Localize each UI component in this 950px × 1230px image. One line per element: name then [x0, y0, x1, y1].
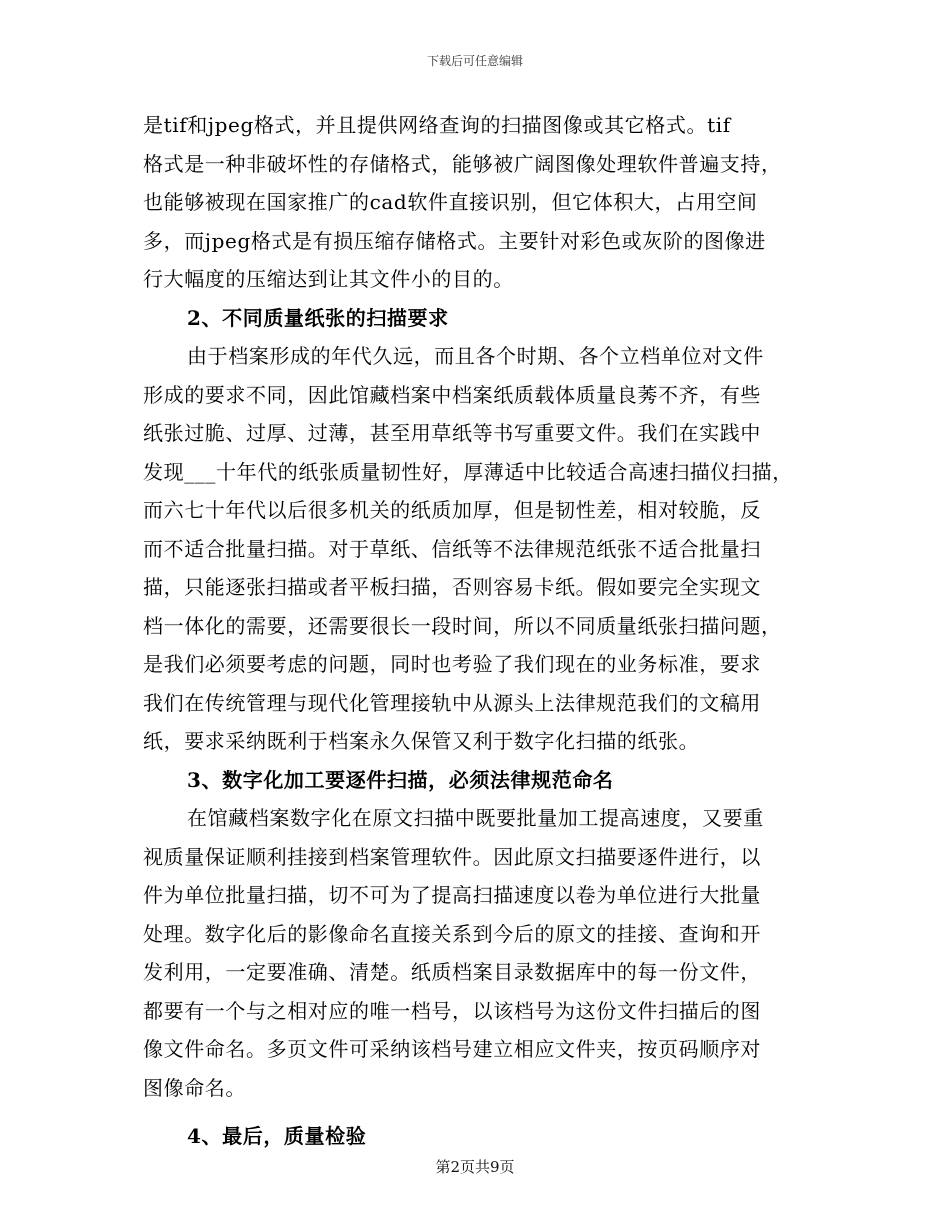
paragraph-line: 行大幅度的压缩达到让其文件小的目的。: [143, 267, 514, 291]
paragraph-line: 发利用，一定要准确、清楚。纸质档案目录数据库中的每一份文件，: [143, 960, 761, 984]
section-heading: 2、不同质量纸张的扫描要求: [187, 305, 449, 330]
paragraph-line: 档一体化的需要，还需要很长一段时间，所以不同质量纸张扫描问题，: [143, 613, 782, 638]
paragraph-line: 我们在传统管理与现代化管理接轨中从源头上法律规范我们的文稿用: [143, 690, 761, 715]
paragraph-line: 格式是一种非破坏性的存储格式，能够被广阔图像处理软件普遍支持，: [143, 151, 782, 176]
paragraph-line: 纸，要求采纳既利于档案永久保管又利于数字化扫描的纸张。: [143, 729, 700, 753]
paragraph-line: 在馆藏档案数字化在原文扫描中既要批量加工提高速度，又要重: [187, 806, 764, 830]
paragraph-line: 是我们必须要考虑的问题，同时也考验了我们现在的业务标准，要求: [143, 652, 761, 676]
paragraph-line: 而不适合批量扫描。对于草纸、信纸等不法律规范纸张不适合批量扫: [143, 536, 761, 561]
paragraph-line: 件为单位批量扫描，切不可为了提高扫描速度以卷为单位进行大批量: [143, 883, 761, 907]
paragraph-line: 是tif和jpeg格式，并且提供网络查询的扫描图像或其它格式。tif: [143, 113, 731, 137]
paragraph-line: 由于档案形成的年代久远，而且各个时期、各个立档单位对文件: [187, 344, 764, 368]
paragraph-line: 视质量保证顺利挂接到档案管理软件。因此原文扫描要逐件进行，以: [143, 844, 761, 869]
page-number: 第2页共9页: [435, 1158, 515, 1176]
paragraph-line: 多，而jpeg格式是有损压缩存储格式。主要针对彩色或灰阶的图像进: [143, 228, 766, 253]
paragraph-line: 像文件命名。多页文件可采纳该档号建立相应文件夹，按页码顺序对: [143, 1037, 761, 1061]
document-body: [143, 106, 803, 1156]
paragraph-line: 处理。数字化后的影像命名直接关系到今后的原文的挂接、查询和开: [143, 921, 761, 946]
paragraph-line: 而六七十年代以后很多机关的纸质加厚，但是韧性差，相对较脆，反: [143, 498, 761, 522]
section-heading: 4、最后，质量检验: [187, 1124, 367, 1148]
page-header: 下载后可任意编辑: [426, 54, 523, 68]
paragraph-line: 形成的要求不同，因此馆藏档案中档案纸质载体质量良莠不齐，有些: [143, 382, 761, 407]
paragraph-line: 都要有一个与之相对应的唯一档号，以该档号为这份文件扫描后的图: [143, 998, 761, 1023]
paragraph-line: 纸张过脆、过厚、过薄，甚至用草纸等书写重要文件。我们在实践中: [143, 421, 761, 445]
paragraph-line: 也能够被现在国家推广的cad软件直接识别，但它体积大，占用空间: [143, 190, 758, 214]
section-heading: 3、数字化加工要逐件扫描，必须法律规范命名: [187, 767, 614, 792]
paragraph-line: 图像命名。: [143, 1075, 246, 1100]
paragraph-line: 发现___十年代的纸张质量韧性好，厚薄适中比较适合高速扫描仪扫描，: [143, 459, 793, 484]
paragraph-line: 描，只能逐张扫描或者平板扫描，否则容易卡纸。假如要完全实现文: [143, 575, 761, 599]
